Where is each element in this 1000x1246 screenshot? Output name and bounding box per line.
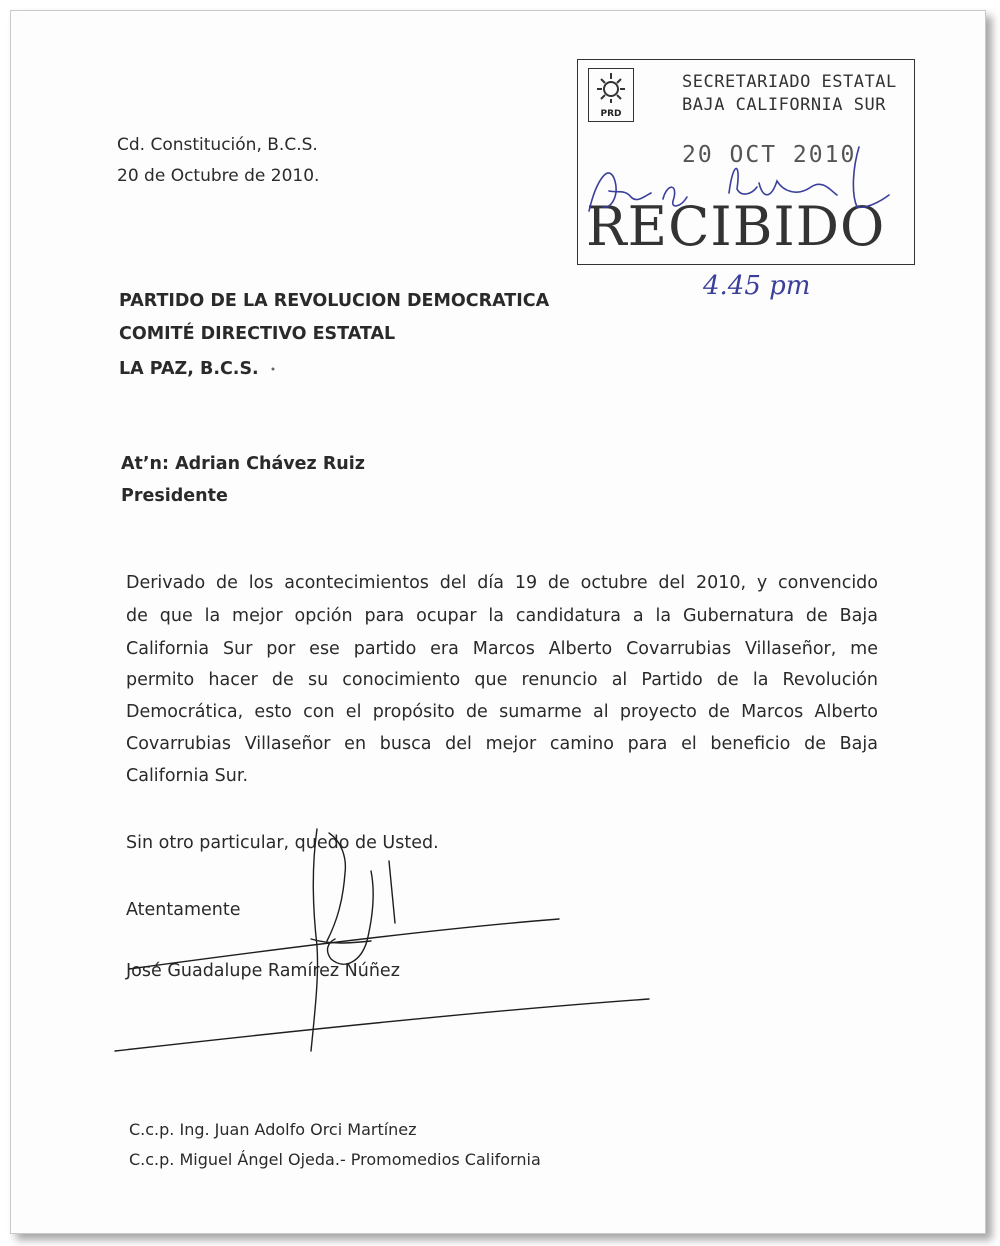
- body-line: California Sur por ese partido era Marcos Alberto Covarrubias Villaseñor, me: [126, 639, 878, 659]
- body-line: permito hacer de su conocimiento que renuncio al Partido de la Revolución: [126, 670, 878, 690]
- signer-name: José Guadalupe Ramírez Núñez: [126, 961, 400, 981]
- stamp-time: [702, 271, 810, 301]
- attention-title: Presidente: [121, 486, 228, 506]
- stamp-date: 20 OCT 2010: [682, 142, 857, 168]
- body-line: Derivado de los acontecimientos del día 19 de octubre del 2010, y convencido: [126, 573, 878, 593]
- recipient-line3: LA PAZ, B.C.S.: [119, 359, 259, 379]
- body-line: Covarrubias Villaseñor en busca del mejor camino para el beneficio de Baja: [126, 734, 878, 754]
- cc-line: C.c.p. Ing. Juan Adolfo Orci Martínez: [129, 1120, 417, 1139]
- cc-line: C.c.p. Miguel Ángel Ojeda.- Promomedios California: [129, 1150, 541, 1169]
- letter-place: Cd. Constitución, B.C.S.: [117, 135, 318, 155]
- body-line: de que la mejor opción para ocupar la candidatura a la Gubernatura de Baja: [126, 606, 878, 626]
- recipient-line1: PARTIDO DE LA REVOLUCION DEMOCRATICA: [119, 291, 550, 311]
- farewell-line: Atentamente: [126, 900, 241, 920]
- letter-date: 20 de Octubre de 2010.: [117, 166, 320, 186]
- logo-label: PRD: [600, 109, 622, 119]
- stamp-signature: [589, 147, 889, 211]
- stamp-org-line1: SECRETARIADO ESTATAL: [682, 72, 897, 92]
- body-line: Democrática, esto con el propósito de sumarme al proyecto de Marcos Alberto: [126, 702, 878, 722]
- ink-dot: [272, 368, 275, 371]
- stamp-org-line2: BAJA CALIFORNIA SUR: [682, 95, 886, 115]
- attention-line: At’n: Adrian Chávez Ruiz: [121, 454, 365, 474]
- letter-signature: [115, 829, 649, 1051]
- stamp-recibido: RECIBIDO: [586, 195, 886, 258]
- recipient-line2: COMITÉ DIRECTIVO ESTATAL: [119, 324, 396, 344]
- handwriting-overlay: [11, 11, 985, 1233]
- letter-page: [10, 10, 986, 1234]
- body-line: California Sur.: [126, 766, 249, 786]
- svg-text:4.45 pm: 4.45 pm: [703, 271, 811, 301]
- closing-line: Sin otro particular, quedo de Usted.: [126, 833, 439, 853]
